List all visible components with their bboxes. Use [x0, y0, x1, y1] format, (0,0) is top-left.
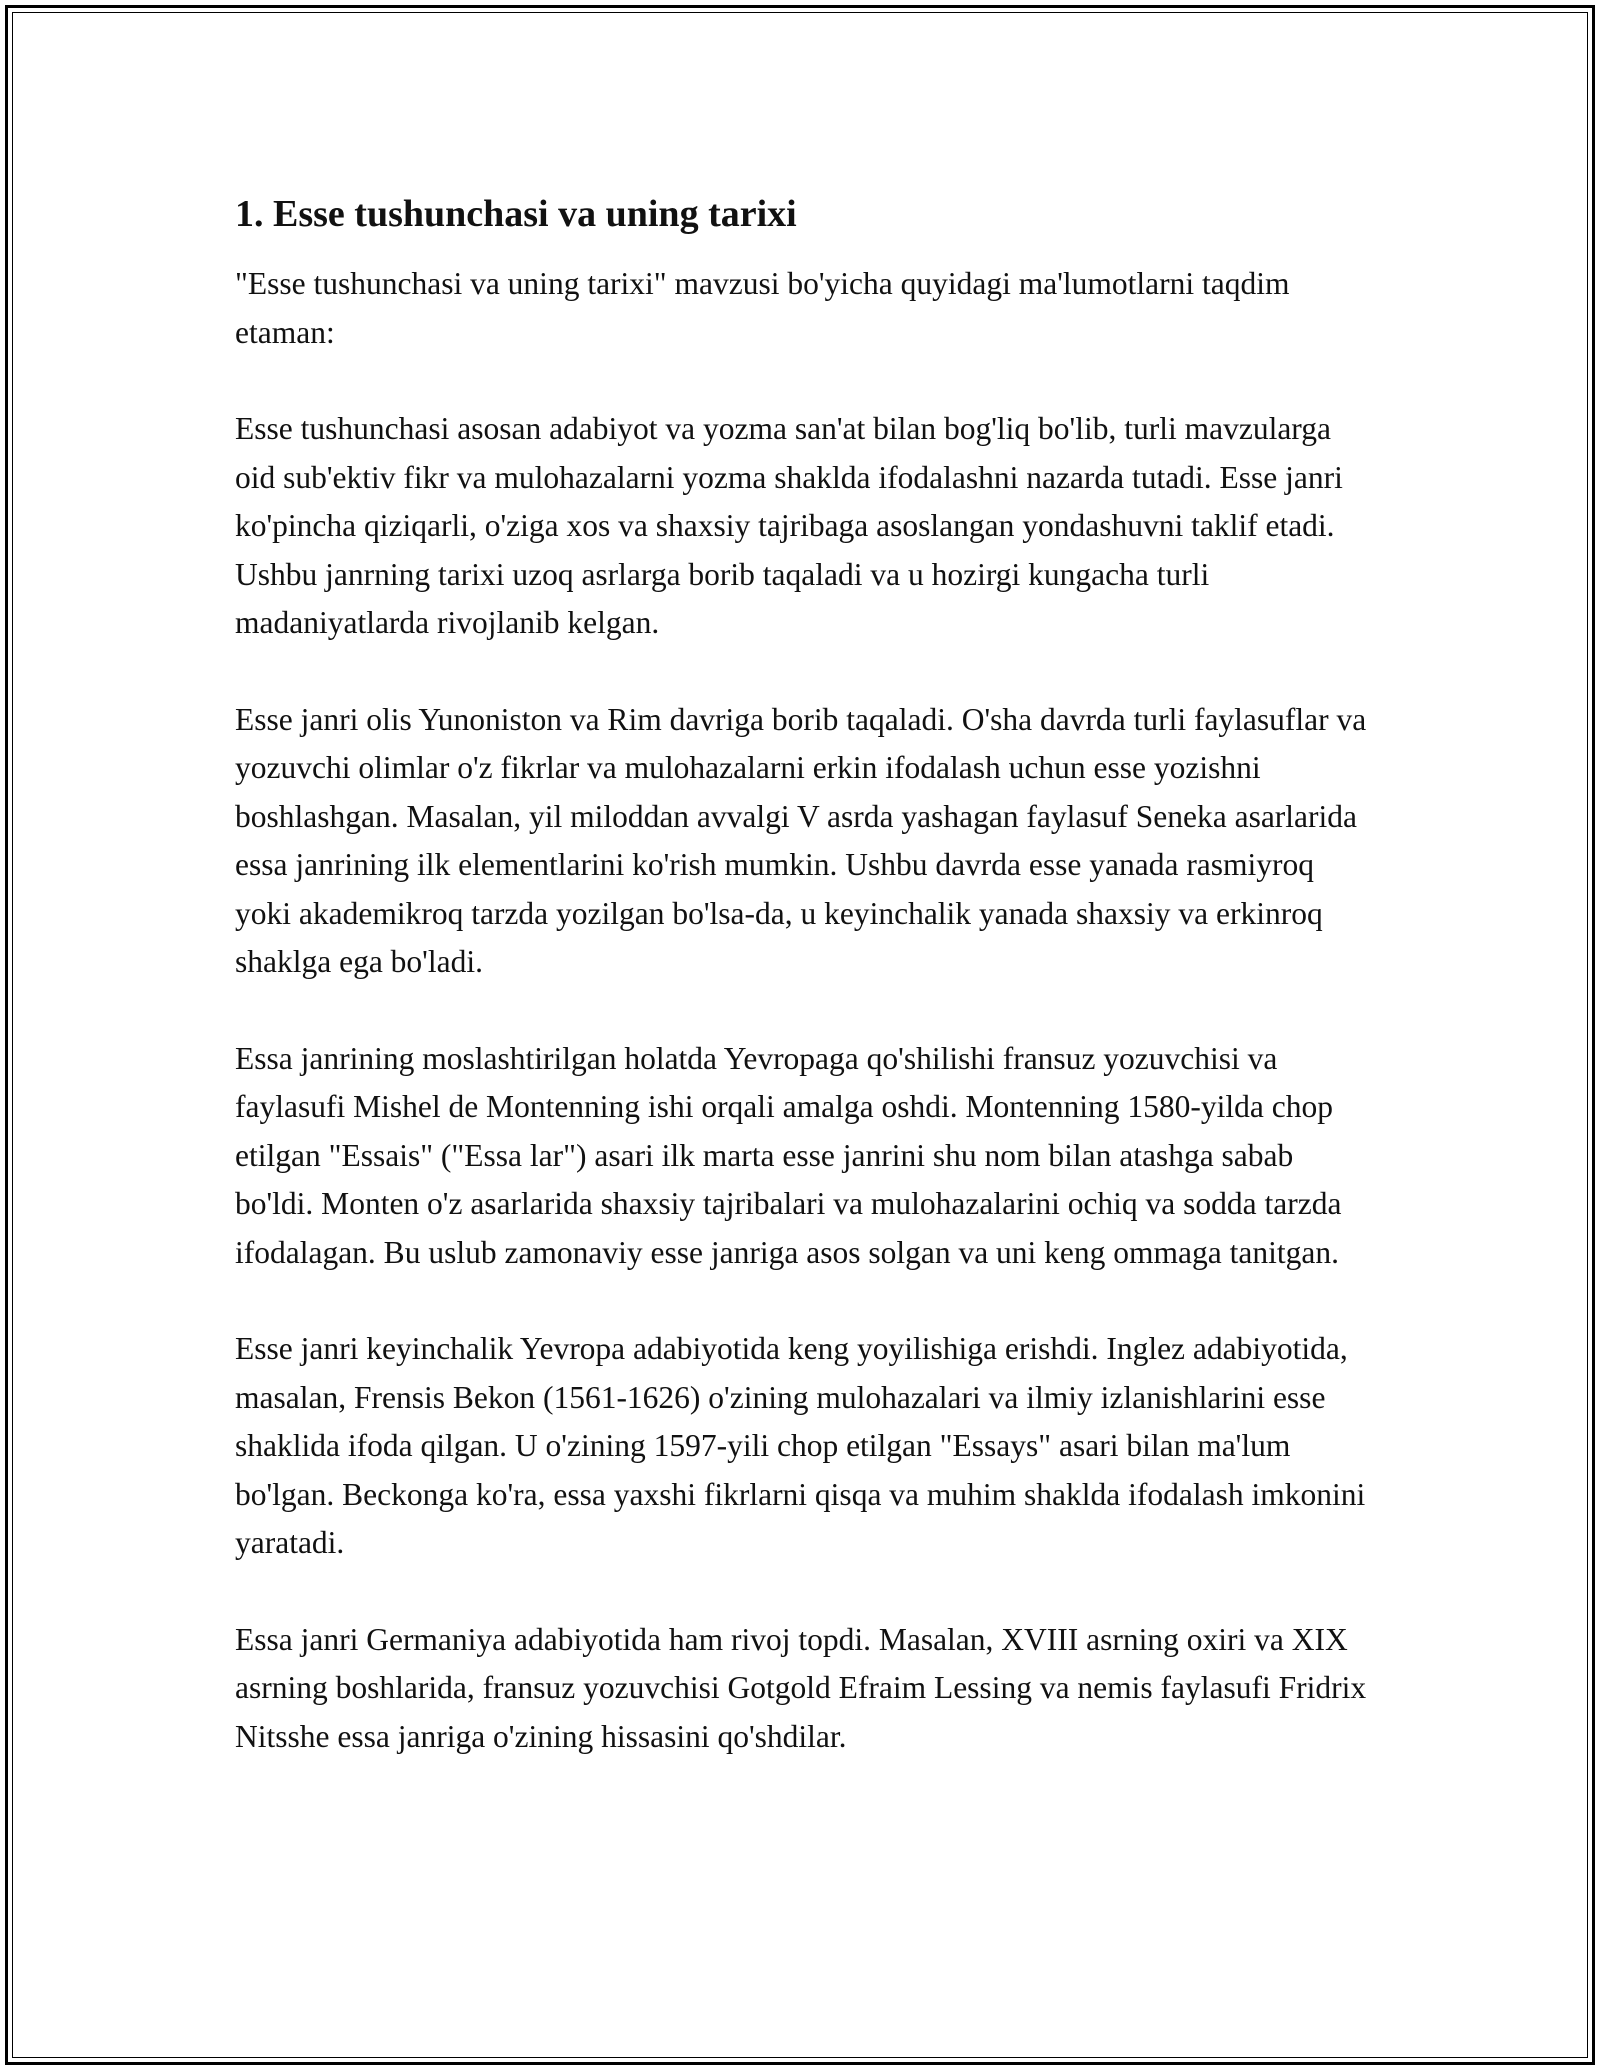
paragraph-ancient-origins: Esse janri olis Yunoniston va Rim davriga borib taqaladi. O'sha davrda turli faylasuflar va yozuvchi olimlar o'z fikrlar va mulohazalarni erkin ifodalash uchun esse yozishni boshlashgan. Masalan, yil miloddan avvalgi V asrda yashagan faylasuf Seneka asarlarida essa janrining ilk elementlarini ko'rish mumkin. Ushbu davrda esse yanada rasmiyroq yoki akademikroq tarzda yozilgan bo'lsa-da, u keyinchalik yanada shaxsiy va erkinroq shaklga ega bo'ladi.: [235, 701, 1367, 979]
intro-paragraph: "Esse tushunchasi va uning tarixi" mavzusi bo'yicha quyidagi ma'lumotlarni taqdim etaman:: [235, 266, 1290, 350]
paragraph-definition: Esse tushunchasi asosan adabiyot va yozma san'at bilan bog'liq bo'lib, turli mavzularga oid sub'ektiv fikr va mulohazalarni yozma shaklda ifodalashni nazarda tutadi. Esse janri ko'pincha qiziqarli, o'ziga xos va shaxsiy tajribaga asoslangan yondashuvni taklif etadi. Ushbu janrning tarixi uzoq asrlarga borib taqaladi va u hozirgi kungacha turli madaniyatlarda rivojlanib kelgan.: [235, 411, 1343, 640]
paragraph-bacon: Esse janri keyinchalik Yevropa adabiyotida keng yoyilishiga erishdi. Inglez adabiyotida, masalan, Frensis Bekon (1561-1626) o'zining mulohazalari va ilmiy izlanishlarini esse shaklida ifoda qilgan. U o'zining 1597-yili chop etilgan "Essays" asari bilan ma'lum bo'lgan. Beckonga ko'ra, essa yaxshi fikrlarni qisqa va muhim shaklda ifodalash imkonini yaratadi.: [235, 1331, 1366, 1560]
paragraph-montaigne: Essa janrining moslashtirilgan holatda Yevropaga qo'shilishi fransuz yozuvchisi va faylasufi Mishel de Montenning ishi orqali amalga oshdi. Montenning 1580-yilda chop etilgan "Essais" ("Essa lar") asari ilk marta esse janrini shu nom bilan atashga sabab bo'ldi. Monten o'z asarlarida shaxsiy tajribalari va mulohazalarini ochiq va sodda tarzda ifodalagan. Bu uslub zamonaviy esse janriga asos solgan va uni keng ommaga tanitgan.: [235, 1040, 1342, 1270]
document-body: [235, 190, 1375, 1809]
document-title: 1. Esse tushunchasi va uning tarixi: [235, 193, 797, 235]
paragraph-germany: Essa janri Germaniya adabiyotida ham rivoj topdi. Masalan, XVIII asrning oxiri va XIX asrning boshlarida, fransuz yozuvchisi Gotgold Efraim Lessing va nemis faylasufi Fridrix Nitsshe essa janriga o'zining hissasini qo'shdilar.: [235, 1621, 1367, 1754]
